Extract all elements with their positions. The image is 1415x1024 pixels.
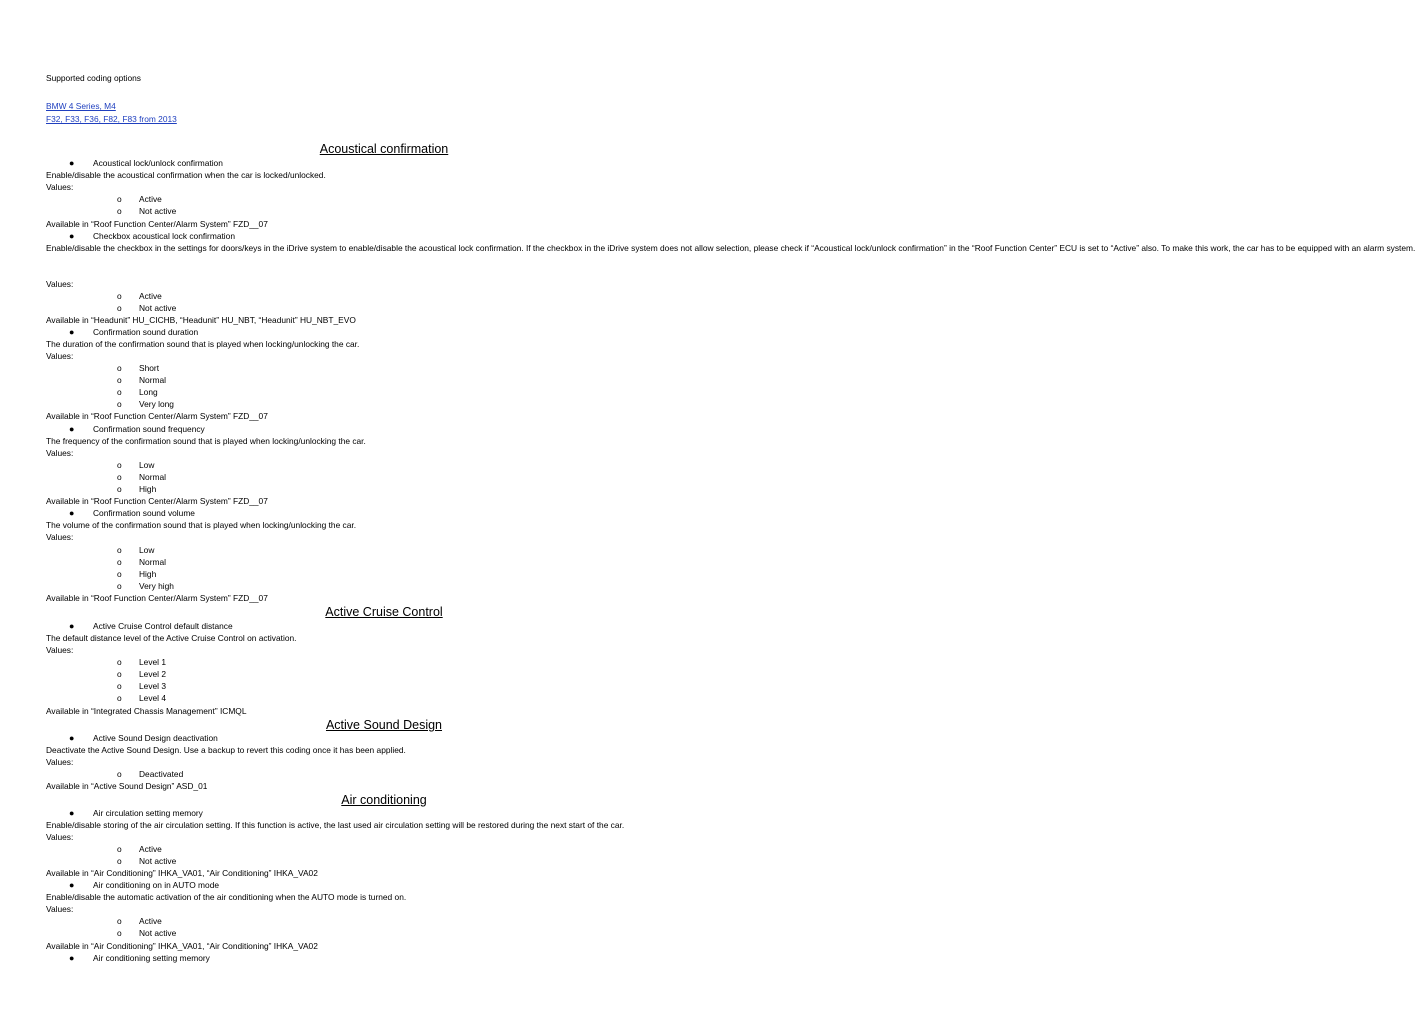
option-description: The default distance level of the Active Cruise Control on activation. [46, 633, 297, 643]
values-label: Values: [46, 532, 74, 542]
option-name: Active Sound Design deactivation [93, 733, 218, 743]
value-item: Short [139, 363, 160, 373]
sub-bullet-icon: o [117, 928, 122, 938]
sub-bullet-icon: o [117, 581, 122, 591]
availability-text: Available in “Integrated Chassis Management” ICMQL [46, 706, 247, 716]
sub-bullet-icon: o [117, 472, 122, 482]
value-item: High [139, 569, 157, 579]
values-label: Values: [46, 904, 74, 914]
values-label: Values: [46, 182, 74, 192]
option-description: Enable/disable storing of the air circulation setting. If this function is active, the last used air circulation setting will be restored during the next start of the car. [46, 820, 625, 830]
sub-bullet-icon: o [117, 657, 122, 667]
sub-bullet-icon: o [117, 569, 122, 579]
value-item: Level 2 [139, 669, 167, 679]
option-name: Active Cruise Control default distance [93, 621, 233, 631]
sub-bullet-icon: o [117, 545, 122, 555]
model-link[interactable]: BMW 4 Series, M4 [46, 101, 116, 111]
sub-bullet-icon: o [117, 557, 122, 567]
bullet-icon: ● [69, 508, 75, 518]
section-heading-cruise: Active Cruise Control [325, 605, 443, 619]
sub-bullet-icon: o [117, 303, 122, 313]
sub-bullet-icon: o [117, 460, 122, 470]
value-item: Level 1 [139, 657, 167, 667]
option-name: Air conditioning setting memory [93, 953, 210, 963]
sub-bullet-icon: o [117, 399, 122, 409]
option-description: Deactivate the Active Sound Design. Use a backup to revert this coding once it has been applied. [46, 745, 406, 755]
value-item: Active [139, 916, 162, 926]
section-heading-sound-design: Active Sound Design [325, 718, 443, 732]
values-label: Values: [46, 448, 74, 458]
value-item: Level 4 [139, 693, 167, 703]
option-name: Confirmation sound volume [93, 508, 195, 518]
option-name: Confirmation sound duration [93, 327, 199, 337]
option-description: Enable/disable the acoustical confirmation when the car is locked/unlocked. [46, 170, 326, 180]
value-item: Very long [139, 399, 174, 409]
bullet-icon: ● [69, 733, 75, 743]
availability-text: Available in “Headunit” HU_CICHB, “Headunit” HU_NBT, “Headunit” HU_NBT_EVO [46, 315, 356, 325]
option-description: Enable/disable the checkbox in the settings for doors/keys in the iDrive system to enable/disable the acoustical lock confirmation. If the checkbox in the iDrive system does not allow selection, please check if “Acoustical lock/unlock confirmation” in the “Roof Function Center” ECU is set to “Active” also. To make this work, the car has to be equipped with an alarm system. [46, 243, 1415, 253]
sub-bullet-icon: o [117, 856, 122, 866]
sub-bullet-icon: o [117, 484, 122, 494]
option-description: The frequency of the confirmation sound that is played when locking/unlocking the car. [46, 436, 366, 446]
option-description: The duration of the confirmation sound that is played when locking/unlocking the car. [46, 339, 360, 349]
bullet-icon: ● [69, 158, 75, 168]
value-item: Normal [139, 472, 166, 482]
availability-text: Available in “Roof Function Center/Alarm System” FZD__07 [46, 593, 268, 603]
availability-text: Available in “Air Conditioning” IHKA_VA01, “Air Conditioning” IHKA_VA02 [46, 868, 318, 878]
value-item: Not active [139, 856, 177, 866]
value-item: Deactivated [139, 769, 184, 779]
sub-bullet-icon: o [117, 387, 122, 397]
availability-text: Available in “Roof Function Center/Alarm System” FZD__07 [46, 219, 268, 229]
availability-text: Available in “Active Sound Design” ASD_01 [46, 781, 208, 791]
value-item: Active [139, 194, 162, 204]
bullet-icon: ● [69, 231, 75, 241]
value-item: Very high [139, 581, 174, 591]
value-item: High [139, 484, 157, 494]
value-item: Low [139, 545, 155, 555]
value-item: Not active [139, 928, 177, 938]
option-name: Air conditioning on in AUTO mode [93, 880, 220, 890]
sub-bullet-icon: o [117, 194, 122, 204]
value-item: Active [139, 291, 162, 301]
value-item: Low [139, 460, 155, 470]
availability-text: Available in “Roof Function Center/Alarm System” FZD__07 [46, 496, 268, 506]
sub-bullet-icon: o [117, 769, 122, 779]
intro-text: Supported coding options [46, 73, 141, 83]
sub-bullet-icon: o [117, 693, 122, 703]
bullet-icon: ● [69, 808, 75, 818]
section-heading-aircon: Air conditioning [341, 793, 427, 807]
bullet-icon: ● [69, 424, 75, 434]
value-item: Active [139, 844, 162, 854]
sub-bullet-icon: o [117, 291, 122, 301]
bullet-icon: ● [69, 327, 75, 337]
sub-bullet-icon: o [117, 681, 122, 691]
option-description: Enable/disable the automatic activation of the air conditioning when the AUTO mode is turned on. [46, 892, 407, 902]
sub-bullet-icon: o [117, 206, 122, 216]
bullet-icon: ● [69, 880, 75, 890]
option-name: Confirmation sound frequency [93, 424, 205, 434]
values-label: Values: [46, 279, 74, 289]
availability-text: Available in “Air Conditioning” IHKA_VA01, “Air Conditioning” IHKA_VA02 [46, 941, 318, 951]
section-heading-acoustical: Acoustical confirmation [319, 142, 449, 156]
values-label: Values: [46, 645, 74, 655]
option-name: Acoustical lock/unlock confirmation [93, 158, 223, 168]
option-name: Checkbox acoustical lock confirmation [93, 231, 235, 241]
availability-text: Available in “Roof Function Center/Alarm System” FZD__07 [46, 411, 268, 421]
values-label: Values: [46, 757, 74, 767]
values-label: Values: [46, 832, 74, 842]
value-item: Not active [139, 303, 177, 313]
chassis-link[interactable]: F32, F33, F36, F82, F83 from 2013 [46, 114, 177, 124]
option-description: The volume of the confirmation sound that is played when locking/unlocking the car. [46, 520, 357, 530]
sub-bullet-icon: o [117, 844, 122, 854]
sub-bullet-icon: o [117, 375, 122, 385]
values-label: Values: [46, 351, 74, 361]
value-item: Normal [139, 557, 166, 567]
value-item: Normal [139, 375, 166, 385]
bullet-icon: ● [69, 953, 75, 963]
bullet-icon: ● [69, 621, 75, 631]
sub-bullet-icon: o [117, 363, 122, 373]
value-item: Long [139, 387, 158, 397]
value-item: Level 3 [139, 681, 167, 691]
value-item: Not active [139, 206, 177, 216]
sub-bullet-icon: o [117, 916, 122, 926]
option-name: Air circulation setting memory [93, 808, 203, 818]
sub-bullet-icon: o [117, 669, 122, 679]
